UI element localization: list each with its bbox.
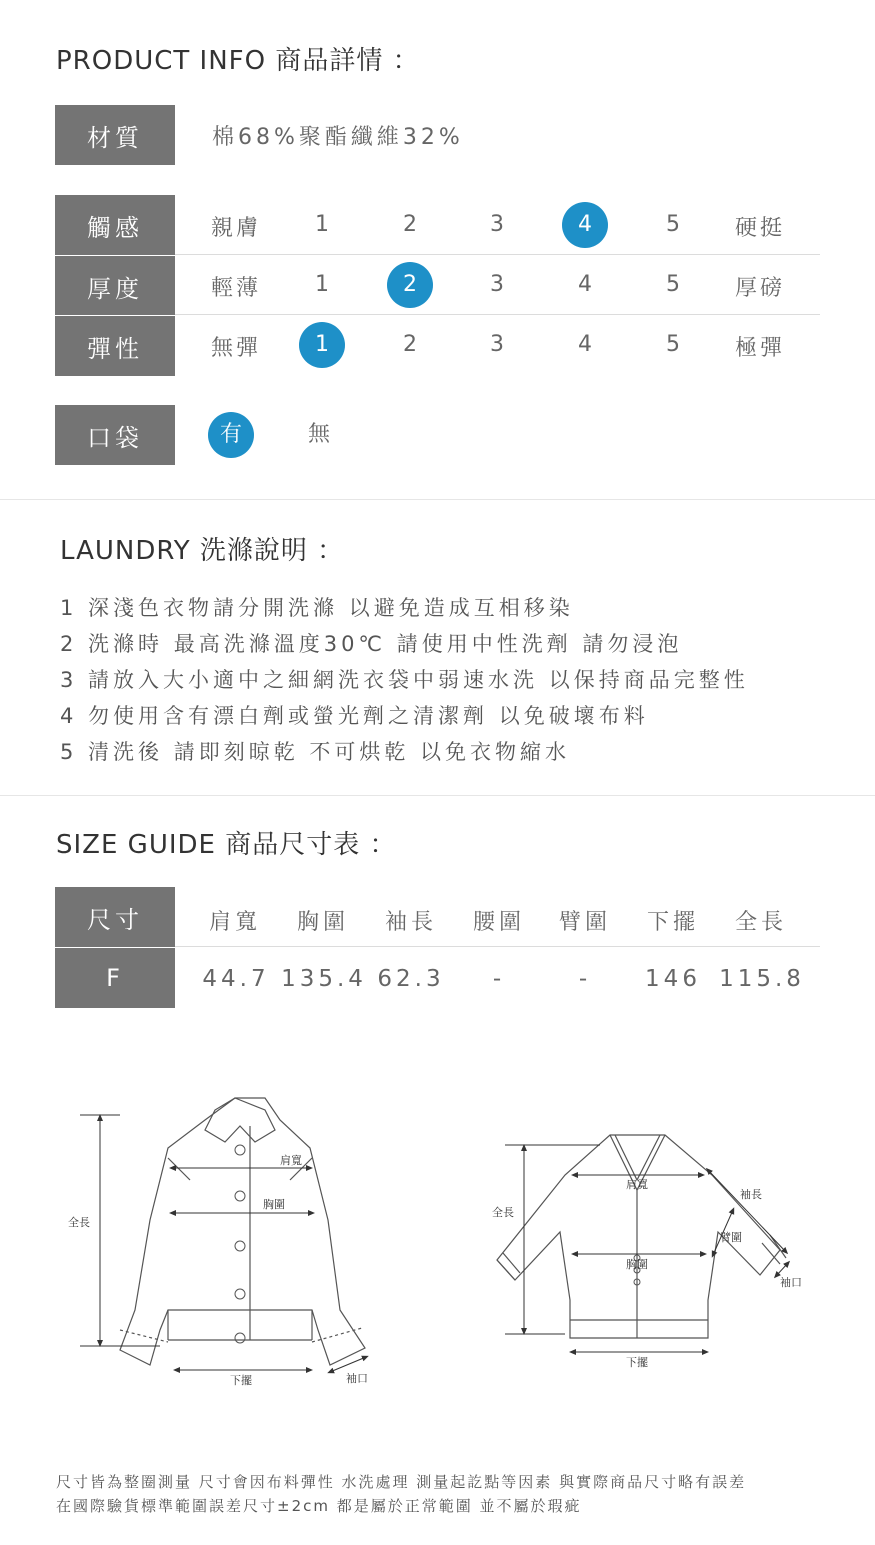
size-col-length: 全長 xyxy=(734,910,787,935)
rating-scale-4: 4 xyxy=(562,202,608,248)
size-value-arm: - xyxy=(578,966,592,992)
section-divider xyxy=(0,499,875,500)
size-value-length: 115.8 xyxy=(719,966,805,992)
laundry-title: LAUNDRY 洗滌說明 ： xyxy=(60,536,345,566)
rating-scale-2: 2 xyxy=(403,212,417,237)
rating-scale-1: 1 xyxy=(315,212,329,237)
material-label: 材質 xyxy=(55,105,175,165)
row-divider xyxy=(175,254,820,255)
row-divider xyxy=(175,314,820,315)
rating-scale-4: 4 xyxy=(578,272,592,297)
rating-scale-3: 3 xyxy=(490,332,504,357)
size-value-shoulder: 44.7 xyxy=(202,966,270,992)
size-value-chest: 135.4 xyxy=(281,966,367,992)
jacket-cuff-label: 袖口 xyxy=(346,1372,368,1385)
laundry-item: 1 深淺色衣物請分開洗滌 以避免造成互相移染 xyxy=(60,596,574,620)
laundry-item: 2 洗滌時 最高洗滌溫度30℃ 請使用中性洗劑 請勿浸泡 xyxy=(60,632,683,656)
size-col-hem: 下擺 xyxy=(646,910,699,935)
size-col-chest: 胸圍 xyxy=(296,910,349,935)
rating-scale-1: 1 xyxy=(315,272,329,297)
rating-label-feel: 觸感 xyxy=(55,195,175,255)
jacket-dimension-lines xyxy=(80,1115,366,1372)
product-info-title: PRODUCT INFO 商品詳情 ： xyxy=(56,46,420,76)
cardigan-arm-label: 臂圍 xyxy=(720,1231,742,1244)
size-header-label: 尺寸 xyxy=(55,887,175,947)
footnote-line-1: 尺寸皆為整圈測量 尺寸會因布料彈性 水洗處理 測量起訖點等因素 與實際商品尺寸略有誤差 xyxy=(56,1473,747,1491)
row-divider xyxy=(175,946,820,947)
cardigan-chest-label: 胸圍 xyxy=(626,1258,648,1271)
rating-scale-2: 2 xyxy=(403,332,417,357)
cardigan-dimension-lines xyxy=(505,1145,788,1352)
size-col-sleeve: 袖長 xyxy=(384,910,437,935)
cardigan-sleeve-label: 袖長 xyxy=(740,1188,762,1201)
size-col-shoulder: 肩寬 xyxy=(208,910,261,935)
rating-high-label: 硬挺 xyxy=(734,216,785,241)
rating-low-label: 輕薄 xyxy=(210,276,261,301)
pocket-option-yes: 有 xyxy=(208,412,254,458)
cardigan-hem-label: 下擺 xyxy=(626,1356,648,1369)
rating-scale-3: 3 xyxy=(490,212,504,237)
rating-low-label: 無彈 xyxy=(210,336,261,361)
material-value: 棉68%聚酯纖維32% xyxy=(212,125,464,150)
rating-scale-4: 4 xyxy=(578,332,592,357)
size-guide-title: SIZE GUIDE 商品尺寸表 ： xyxy=(56,830,397,860)
size-value-waist: - xyxy=(492,966,506,992)
size-row-label: F xyxy=(55,947,175,1008)
jacket-buttons xyxy=(235,1145,245,1343)
cardigan-shoulder-label: 肩寬 xyxy=(626,1178,648,1191)
size-col-arm: 臂圍 xyxy=(558,910,611,935)
jacket-length-label: 全長 xyxy=(68,1216,90,1229)
cardigan-length-label: 全長 xyxy=(492,1206,514,1219)
rating-label-thickness: 厚度 xyxy=(55,255,175,316)
rating-label-stretch: 彈性 xyxy=(55,315,175,376)
rating-high-label: 極彈 xyxy=(734,336,785,361)
laundry-item: 3 請放入大小適中之細網洗衣袋中弱速水洗 以保持商品完整性 xyxy=(60,668,749,692)
laundry-item: 4 勿使用含有漂白劑或螢光劑之清潔劑 以免破壞布料 xyxy=(60,704,649,728)
rating-scale-1: 1 xyxy=(299,322,345,368)
rating-scale-5: 5 xyxy=(666,332,680,357)
rating-scale-5: 5 xyxy=(666,272,680,297)
jacket-chest-label: 胸圍 xyxy=(263,1198,285,1211)
rating-low-label: 親膚 xyxy=(210,216,261,241)
laundry-item: 5 清洗後 請即刻晾乾 不可烘乾 以免衣物縮水 xyxy=(60,740,571,764)
jacket-illustration xyxy=(120,1098,365,1365)
pocket-option-no: 無 xyxy=(307,422,330,447)
rating-high-label: 厚磅 xyxy=(734,276,785,301)
size-value-sleeve: 62.3 xyxy=(377,966,445,992)
cardigan-cuff-label: 袖口 xyxy=(780,1276,802,1289)
size-value-hem: 146 xyxy=(645,966,701,992)
footnote-line-2: 在國際驗貨標準範圍誤差尺寸±2cm 都是屬於正常範圍 並不屬於瑕疵 xyxy=(56,1497,582,1515)
section-divider xyxy=(0,795,875,796)
cardigan-illustration xyxy=(497,1135,786,1338)
rating-scale-2: 2 xyxy=(387,262,433,308)
pocket-label: 口袋 xyxy=(55,405,175,465)
jacket-hem-label: 下擺 xyxy=(230,1374,252,1387)
rating-scale-5: 5 xyxy=(666,212,680,237)
size-col-waist: 腰圍 xyxy=(472,910,525,935)
jacket-shoulder-label: 肩寬 xyxy=(280,1154,302,1167)
measurement-diagram xyxy=(0,1080,875,1400)
rating-scale-3: 3 xyxy=(490,272,504,297)
